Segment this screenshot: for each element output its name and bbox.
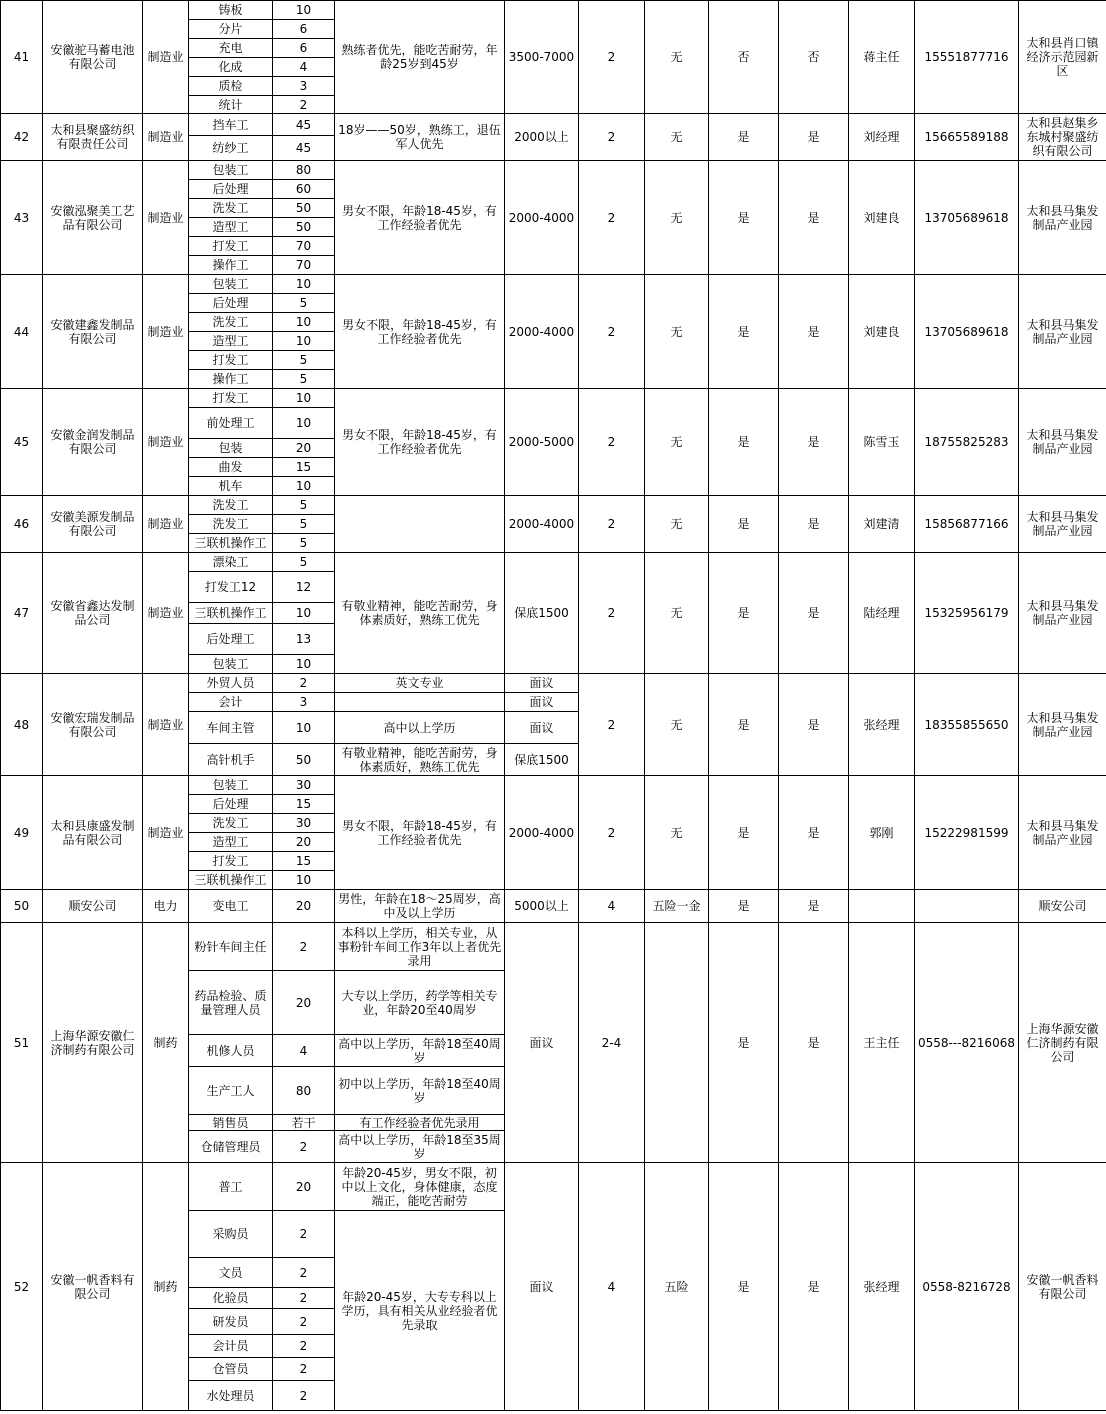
table-row xyxy=(1,776,1106,795)
job-title: 普工 xyxy=(189,1163,273,1211)
contact-person: 刘建清 xyxy=(849,496,915,553)
contact-phone: 0558-8216728 xyxy=(915,1163,1019,1411)
headcount: 20 xyxy=(273,439,335,458)
row-number: 42 xyxy=(1,114,43,161)
requirements: 年龄20-45岁，男女不限，初中以上文化，身体健康，态度端正，能吃苦耐劳 xyxy=(335,1163,505,1211)
meals-provided: 是 xyxy=(709,1163,779,1411)
row-number: 49 xyxy=(1,776,43,890)
meals-provided: 是 xyxy=(709,674,779,776)
headcount: 15 xyxy=(273,852,335,871)
contact-phone: 15325956179 xyxy=(915,553,1019,674)
lodging-provided: 是 xyxy=(779,275,849,389)
requirements: 高中以上学历 xyxy=(335,712,505,744)
job-title: 后处理 xyxy=(189,180,273,199)
rest-days: 2 xyxy=(579,114,645,161)
headcount: 20 xyxy=(273,1163,335,1211)
table-row xyxy=(1,674,1106,693)
table-row xyxy=(1,553,1106,572)
meals-provided: 是 xyxy=(709,496,779,553)
requirements: 大专以上学历，药学等相关专业，年龄20至40周岁 xyxy=(335,971,505,1035)
headcount: 4 xyxy=(273,58,335,77)
company-address: 太和县马集发制品产业园 xyxy=(1019,674,1106,776)
company-address: 太和县马集发制品产业园 xyxy=(1019,496,1106,553)
table-row xyxy=(1,1,1106,20)
job-title: 洗发工 xyxy=(189,199,273,218)
industry: 制药 xyxy=(143,1163,189,1411)
contact-phone: 18355855650 xyxy=(915,674,1019,776)
contact-person: 郭刚 xyxy=(849,776,915,890)
contact-phone: 18755825283 xyxy=(915,389,1019,496)
rest-days: 2-4 xyxy=(579,923,645,1163)
rest-days: 2 xyxy=(579,161,645,275)
salary: 保底1500 xyxy=(505,553,579,674)
industry: 制造业 xyxy=(143,496,189,553)
headcount: 5 xyxy=(273,351,335,370)
job-title: 包装工 xyxy=(189,161,273,180)
requirements: 本科以上学历，相关专业，从事粉针车间工作3年以上者优先录用 xyxy=(335,923,505,971)
job-title: 会计员 xyxy=(189,1335,273,1358)
company-name: 安徽建鑫发制品有限公司 xyxy=(43,275,143,389)
company-address: 顺安公司 xyxy=(1019,890,1106,923)
company-name: 安徽金润发制品有限公司 xyxy=(43,389,143,496)
headcount: 80 xyxy=(273,161,335,180)
row-number: 48 xyxy=(1,674,43,776)
headcount: 45 xyxy=(273,114,335,136)
headcount: 13 xyxy=(273,624,335,655)
headcount: 10 xyxy=(273,313,335,332)
salary: 2000-5000 xyxy=(505,389,579,496)
job-title: 前处理工 xyxy=(189,408,273,439)
table-row xyxy=(1,1163,1106,1211)
company-address: 太和县赵集乡东城村聚盛纺织有限公司 xyxy=(1019,114,1106,161)
rest-days: 2 xyxy=(579,389,645,496)
job-title: 漂染工 xyxy=(189,553,273,572)
insurance: 无 xyxy=(645,389,709,496)
job-title: 质检 xyxy=(189,77,273,96)
company-address: 太和县马集发制品产业园 xyxy=(1019,161,1106,275)
contact-phone: 0558---8216068 xyxy=(915,923,1019,1163)
headcount: 5 xyxy=(273,553,335,572)
insurance: 无 xyxy=(645,161,709,275)
industry: 制药 xyxy=(143,923,189,1163)
requirements: 英文专业 xyxy=(335,674,505,693)
contact-person: 刘建良 xyxy=(849,275,915,389)
salary: 面议 xyxy=(505,693,579,712)
headcount: 50 xyxy=(273,199,335,218)
contact-person: 张经理 xyxy=(849,674,915,776)
job-title: 造型工 xyxy=(189,833,273,852)
lodging-provided: 是 xyxy=(779,923,849,1163)
insurance: 五险 xyxy=(645,1163,709,1411)
meals-provided: 是 xyxy=(709,114,779,161)
insurance: 无 xyxy=(645,275,709,389)
row-number: 41 xyxy=(1,1,43,114)
headcount: 10 xyxy=(273,477,335,496)
headcount: 20 xyxy=(273,971,335,1035)
headcount: 5 xyxy=(273,496,335,515)
requirements: 高中以上学历，年龄18至40周岁 xyxy=(335,1035,505,1067)
contact-person: 蒋主任 xyxy=(849,1,915,114)
table-row xyxy=(1,389,1106,408)
salary: 2000-4000 xyxy=(505,496,579,553)
company-name: 太和县聚盛纺织有限责任公司 xyxy=(43,114,143,161)
row-number: 43 xyxy=(1,161,43,275)
job-title: 洗发工 xyxy=(189,515,273,534)
headcount: 10 xyxy=(273,1,335,20)
headcount: 2 xyxy=(273,96,335,114)
rest-days: 2 xyxy=(579,553,645,674)
job-title: 后处理 xyxy=(189,795,273,814)
headcount: 10 xyxy=(273,712,335,744)
salary: 面议 xyxy=(505,712,579,744)
company-address: 上海华源安徽仁济制药有限公司 xyxy=(1019,923,1106,1163)
requirements: 有敬业精神，能吃苦耐劳，身体素质好，熟练工优先 xyxy=(335,744,505,776)
rest-days: 4 xyxy=(579,890,645,923)
job-title: 生产工人 xyxy=(189,1067,273,1115)
requirements: 男女不限，年龄18-45岁，有工作经验者优先 xyxy=(335,776,505,890)
rest-days: 2 xyxy=(579,496,645,553)
contact-person: 王主任 xyxy=(849,923,915,1163)
job-title: 包装工 xyxy=(189,655,273,674)
requirements: 男女不限，年龄18-45岁，有工作经验者优先 xyxy=(335,275,505,389)
insurance: 无 xyxy=(645,674,709,776)
industry: 制造业 xyxy=(143,275,189,389)
requirements: 熟练者优先，能吃苦耐劳，年龄25岁到45岁 xyxy=(335,1,505,114)
lodging-provided: 是 xyxy=(779,674,849,776)
row-number: 52 xyxy=(1,1163,43,1411)
row-number: 46 xyxy=(1,496,43,553)
row-number: 44 xyxy=(1,275,43,389)
job-title: 铸板 xyxy=(189,1,273,20)
headcount: 5 xyxy=(273,534,335,553)
company-name: 安徽驼马蓄电池有限公司 xyxy=(43,1,143,114)
job-title: 造型工 xyxy=(189,332,273,351)
lodging-provided: 是 xyxy=(779,496,849,553)
meals-provided: 是 xyxy=(709,275,779,389)
headcount: 2 xyxy=(273,1358,335,1381)
lodging-provided: 是 xyxy=(779,389,849,496)
headcount: 10 xyxy=(273,408,335,439)
headcount: 4 xyxy=(273,1035,335,1067)
job-title: 纺纱工 xyxy=(189,136,273,161)
headcount: 10 xyxy=(273,275,335,294)
meals-provided: 否 xyxy=(709,1,779,114)
headcount: 5 xyxy=(273,370,335,389)
job-title: 打发工 xyxy=(189,389,273,408)
job-title: 三联机操作工 xyxy=(189,534,273,553)
job-title: 三联机操作工 xyxy=(189,603,273,624)
requirements: 男女不限，年龄18-45岁，有工作经验者优先 xyxy=(335,161,505,275)
company-name: 太和县康盛发制品有限公司 xyxy=(43,776,143,890)
headcount: 10 xyxy=(273,655,335,674)
headcount: 2 xyxy=(273,1381,335,1411)
industry: 制造业 xyxy=(143,114,189,161)
table-row xyxy=(1,275,1106,294)
meals-provided: 是 xyxy=(709,161,779,275)
salary: 2000-4000 xyxy=(505,161,579,275)
rest-days: 2 xyxy=(579,776,645,890)
salary: 面议 xyxy=(505,674,579,693)
headcount: 2 xyxy=(273,1335,335,1358)
rest-days: 2 xyxy=(579,1,645,114)
job-title: 后处理工 xyxy=(189,624,273,655)
headcount: 10 xyxy=(273,332,335,351)
company-address: 安徽一帆香料有限公司 xyxy=(1019,1163,1106,1411)
row-number: 51 xyxy=(1,923,43,1163)
requirements: 有敬业精神，能吃苦耐劳，身体素质好，熟练工优先 xyxy=(335,553,505,674)
contact-phone: 15665589188 xyxy=(915,114,1019,161)
row-number: 45 xyxy=(1,389,43,496)
industry: 制造业 xyxy=(143,553,189,674)
headcount: 10 xyxy=(273,389,335,408)
contact-phone: 15222981599 xyxy=(915,776,1019,890)
rest-days: 2 xyxy=(579,674,645,776)
headcount: 10 xyxy=(273,871,335,890)
headcount: 10 xyxy=(273,603,335,624)
job-title: 后处理 xyxy=(189,294,273,313)
insurance: 无 xyxy=(645,114,709,161)
salary: 2000-4000 xyxy=(505,776,579,890)
job-title: 研发员 xyxy=(189,1309,273,1335)
job-title: 外贸人员 xyxy=(189,674,273,693)
job-title: 操作工 xyxy=(189,256,273,275)
job-title: 造型工 xyxy=(189,218,273,237)
headcount: 2 xyxy=(273,674,335,693)
company-address: 太和县马集发制品产业园 xyxy=(1019,776,1106,890)
job-title: 采购员 xyxy=(189,1211,273,1258)
rest-days: 4 xyxy=(579,1163,645,1411)
job-title: 会计 xyxy=(189,693,273,712)
job-title: 打发工12 xyxy=(189,572,273,603)
requirements: 高中以上学历，年龄18至35周岁 xyxy=(335,1131,505,1163)
lodging-provided: 是 xyxy=(779,553,849,674)
headcount: 2 xyxy=(273,1288,335,1309)
company-name: 安徽一帆香料有限公司 xyxy=(43,1163,143,1411)
headcount: 20 xyxy=(273,890,335,923)
job-title: 三联机操作工 xyxy=(189,871,273,890)
table-row xyxy=(1,496,1106,515)
contact-phone: 15856877166 xyxy=(915,496,1019,553)
company-address: 太和县马集发制品产业园 xyxy=(1019,275,1106,389)
requirements xyxy=(335,496,505,553)
company-name: 顺安公司 xyxy=(43,890,143,923)
company-name: 上海华源安徽仁济制药有限公司 xyxy=(43,923,143,1163)
job-title: 车间主管 xyxy=(189,712,273,744)
headcount: 2 xyxy=(273,1258,335,1288)
requirements: 初中以上学历，年龄18至40周岁 xyxy=(335,1067,505,1115)
salary: 保底1500 xyxy=(505,744,579,776)
contact-phone: 15551877716 xyxy=(915,1,1019,114)
salary: 3500-7000 xyxy=(505,1,579,114)
job-title: 化成 xyxy=(189,58,273,77)
job-title: 洗发工 xyxy=(189,496,273,515)
job-title: 打发工 xyxy=(189,852,273,871)
table-row xyxy=(1,890,1106,923)
headcount: 2 xyxy=(273,1131,335,1163)
job-title: 操作工 xyxy=(189,370,273,389)
contact-person: 陈雪玉 xyxy=(849,389,915,496)
company-address: 太和县马集发制品产业园 xyxy=(1019,389,1106,496)
row-number: 50 xyxy=(1,890,43,923)
headcount: 15 xyxy=(273,458,335,477)
requirements xyxy=(335,693,505,712)
job-title: 仓储管理员 xyxy=(189,1131,273,1163)
job-title: 变电工 xyxy=(189,890,273,923)
salary: 5000以上 xyxy=(505,890,579,923)
company-address: 太和县马集发制品产业园 xyxy=(1019,553,1106,674)
company-name: 安徽宏瑞发制品有限公司 xyxy=(43,674,143,776)
headcount: 12 xyxy=(273,572,335,603)
salary: 2000-4000 xyxy=(505,275,579,389)
meals-provided: 是 xyxy=(709,923,779,1163)
row-number: 47 xyxy=(1,553,43,674)
contact-phone: 13705689618 xyxy=(915,161,1019,275)
industry: 电力 xyxy=(143,890,189,923)
lodging-provided: 是 xyxy=(779,114,849,161)
lodging-provided: 是 xyxy=(779,890,849,923)
requirements: 男女不限，年龄18-45岁，有工作经验者优先 xyxy=(335,389,505,496)
job-title: 分片 xyxy=(189,20,273,39)
company-address: 太和县肖口镇经济示范园新区 xyxy=(1019,1,1106,114)
industry: 制造业 xyxy=(143,674,189,776)
job-title: 机修人员 xyxy=(189,1035,273,1067)
industry: 制造业 xyxy=(143,776,189,890)
headcount: 2 xyxy=(273,1211,335,1258)
contact-phone xyxy=(915,890,1019,923)
job-title: 包装工 xyxy=(189,776,273,795)
headcount: 15 xyxy=(273,795,335,814)
company-name: 安徽省鑫达发制品公司 xyxy=(43,553,143,674)
headcount: 5 xyxy=(273,294,335,313)
company-name: 安徽泓聚美工艺品有限公司 xyxy=(43,161,143,275)
job-title: 销售员 xyxy=(189,1115,273,1131)
job-title: 机车 xyxy=(189,477,273,496)
salary: 面议 xyxy=(505,1163,579,1411)
contact-person: 刘建良 xyxy=(849,161,915,275)
requirements: 男性，年龄在18～25周岁，高中及以上学历 xyxy=(335,890,505,923)
headcount: 2 xyxy=(273,923,335,971)
headcount: 70 xyxy=(273,237,335,256)
contact-person xyxy=(849,890,915,923)
job-title: 曲发 xyxy=(189,458,273,477)
job-title: 化验员 xyxy=(189,1288,273,1309)
requirements: 年龄20-45岁，大专专科以上学历，具有相关从业经验者优先录取 xyxy=(335,1211,505,1411)
job-title: 水处理员 xyxy=(189,1381,273,1411)
job-title: 包装 xyxy=(189,439,273,458)
job-title: 统计 xyxy=(189,96,273,114)
headcount: 20 xyxy=(273,833,335,852)
contact-person: 陆经理 xyxy=(849,553,915,674)
contact-phone: 13705689618 xyxy=(915,275,1019,389)
requirements: 有工作经验者优先录用 xyxy=(335,1115,505,1131)
insurance: 五险一金 xyxy=(645,890,709,923)
meals-provided: 是 xyxy=(709,553,779,674)
rest-days: 2 xyxy=(579,275,645,389)
job-title: 高针机手 xyxy=(189,744,273,776)
meals-provided: 是 xyxy=(709,389,779,496)
table-row xyxy=(1,923,1106,971)
headcount: 60 xyxy=(273,180,335,199)
table-row xyxy=(1,114,1106,136)
headcount: 2 xyxy=(273,1309,335,1335)
contact-person: 张经理 xyxy=(849,1163,915,1411)
headcount: 30 xyxy=(273,814,335,833)
job-title: 包装工 xyxy=(189,275,273,294)
job-title: 洗发工 xyxy=(189,313,273,332)
headcount: 3 xyxy=(273,77,335,96)
insurance: 无 xyxy=(645,553,709,674)
job-title: 文员 xyxy=(189,1258,273,1288)
headcount: 50 xyxy=(273,744,335,776)
meals-provided: 是 xyxy=(709,776,779,890)
headcount: 若干 xyxy=(273,1115,335,1131)
meals-provided: 是 xyxy=(709,890,779,923)
requirements: 18岁——50岁，熟练工，退伍军人优先 xyxy=(335,114,505,161)
lodging-provided: 是 xyxy=(779,776,849,890)
job-title: 洗发工 xyxy=(189,814,273,833)
industry: 制造业 xyxy=(143,389,189,496)
headcount: 6 xyxy=(273,39,335,58)
table-row xyxy=(1,161,1106,180)
salary: 2000以上 xyxy=(505,114,579,161)
job-title: 药品检验、质量管理人员 xyxy=(189,971,273,1035)
job-title: 打发工 xyxy=(189,351,273,370)
insurance: 无 xyxy=(645,1,709,114)
job-title: 粉针车间主任 xyxy=(189,923,273,971)
headcount: 50 xyxy=(273,218,335,237)
headcount: 80 xyxy=(273,1067,335,1115)
insurance xyxy=(645,923,709,1163)
job-title: 挡车工 xyxy=(189,114,273,136)
contact-person: 刘经理 xyxy=(849,114,915,161)
job-title: 打发工 xyxy=(189,237,273,256)
insurance: 无 xyxy=(645,496,709,553)
job-title: 充电 xyxy=(189,39,273,58)
headcount: 5 xyxy=(273,515,335,534)
salary: 面议 xyxy=(505,923,579,1163)
company-name: 安徽美源发制品有限公司 xyxy=(43,496,143,553)
job-title: 仓管员 xyxy=(189,1358,273,1381)
lodging-provided: 是 xyxy=(779,161,849,275)
lodging-provided: 是 xyxy=(779,1163,849,1411)
industry: 制造业 xyxy=(143,161,189,275)
headcount: 3 xyxy=(273,693,335,712)
headcount: 70 xyxy=(273,256,335,275)
lodging-provided: 否 xyxy=(779,1,849,114)
industry: 制造业 xyxy=(143,1,189,114)
insurance: 无 xyxy=(645,776,709,890)
headcount: 30 xyxy=(273,776,335,795)
headcount: 6 xyxy=(273,20,335,39)
headcount: 45 xyxy=(273,136,335,161)
